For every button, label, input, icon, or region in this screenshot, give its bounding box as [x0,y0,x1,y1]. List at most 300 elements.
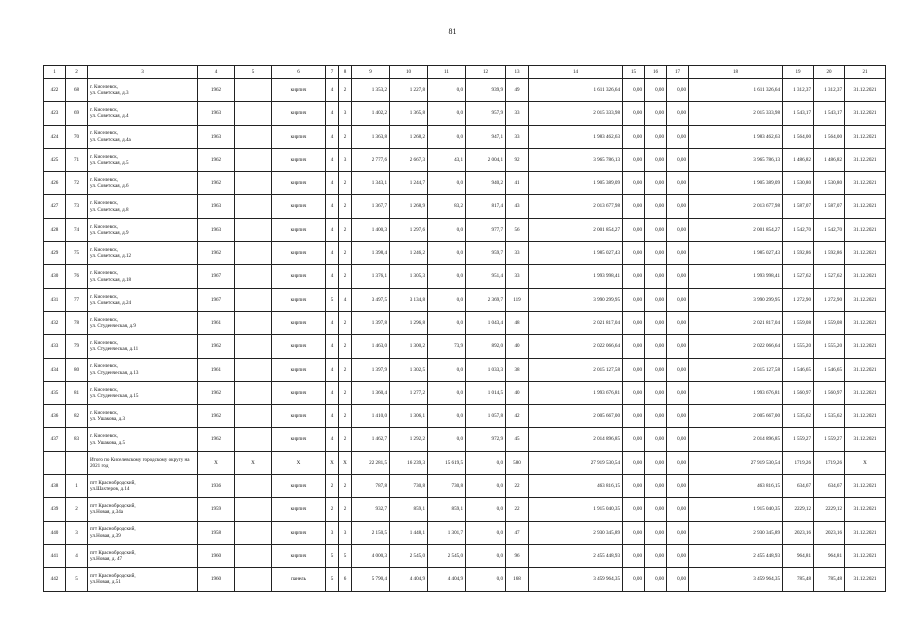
table-cell [235,498,272,521]
table-cell: 1 363,8 [352,125,390,148]
table-cell: 441 [44,544,66,567]
table-cell: 1 915 040,35 [529,498,623,521]
table-cell: г. Киселевск, ул. Советская, д.4 [88,102,198,125]
table-cell: 1962 [198,242,235,265]
table-cell: 96 [506,544,529,567]
table-cell: 2 015 127,58 [689,358,783,381]
table-cell: 71 [66,148,88,171]
table-cell [235,544,272,567]
table-cell: 3 [326,521,339,544]
table-cell: 4 [326,125,339,148]
column-number: 3 [88,66,198,79]
table-cell: 0,00 [667,79,689,102]
table-cell: 0,00 [667,544,689,567]
table-cell: 0,00 [623,568,645,591]
table-cell: 1 268,2 [390,125,428,148]
table-cell: 92 [506,148,529,171]
table-cell: 2 021 817,04 [529,311,623,334]
table-cell: 0,0 [428,358,466,381]
table-cell: 2 [339,475,352,498]
table-cell: 1963 [198,218,235,241]
table-cell: 1 555,20 [814,335,845,358]
table-cell: 0,0 [428,172,466,195]
table-cell: 634,67 [783,475,814,498]
table-cell: 68 [66,79,88,102]
table-cell: кирпич [272,125,326,148]
table-cell: 1 277,2 [390,381,428,404]
table-cell: 0,00 [623,195,645,218]
table-cell: кирпич [272,544,326,567]
table-cell: 1962 [198,405,235,428]
table-cell: 0,00 [623,242,645,265]
table-cell: Итого по Киселевскому городскому округу на 2021 год [88,451,198,474]
table-cell: 4 [326,405,339,428]
table-cell: 0,0 [428,381,466,404]
table-cell: 1959 [198,498,235,521]
table-cell: 2 [339,265,352,288]
table-cell: 4 [326,358,339,381]
table-cell: 3 965 786,13 [689,148,783,171]
table-cell: 892,0 [466,335,506,358]
table-cell: 2 004,1 [466,148,506,171]
table-cell: кирпич [272,172,326,195]
table-cell: г. Киселевск, ул. Советская, д.5 [88,148,198,171]
table-cell: 0,00 [667,405,689,428]
table-cell: 434 [44,358,66,381]
table-cell: 1 343,1 [352,172,390,195]
table-cell: 31.12.2021 [845,381,886,404]
table-row [44,79,886,102]
table-cell: 1962 [198,148,235,171]
table-cell: пгт Краснобродский, ул.Новая, д.39 [88,521,198,544]
table-cell: 4 [326,428,339,451]
table-cell: 972,9 [466,428,506,451]
table-cell [44,451,66,474]
table-cell: 0,00 [667,125,689,148]
table-cell: 76 [66,265,88,288]
column-number-row [44,66,886,79]
table-cell: 119 [506,288,529,311]
table-cell: 1 559,08 [783,311,814,334]
table-cell: 430 [44,265,66,288]
table-row [44,218,886,241]
table-cell: 1 292,2 [390,428,428,451]
column-number: 1 [44,66,66,79]
table-cell: панель [272,568,326,591]
table-cell: 0,00 [667,265,689,288]
table-row [44,544,886,567]
table-cell: 0,00 [645,451,667,474]
table-cell: 423 [44,102,66,125]
table-cell: 0,00 [667,335,689,358]
column-number: 21 [845,66,886,79]
table-cell: кирпич [272,79,326,102]
table-cell: 1 376,1 [352,265,390,288]
table-cell: 947,1 [466,125,506,148]
table-cell: X [235,451,272,474]
table-cell: кирпич [272,311,326,334]
table-cell: 73,9 [428,335,466,358]
table-cell: 1 365,8 [390,102,428,125]
table-cell: 1 486,82 [814,148,845,171]
table-cell: 2 [339,125,352,148]
table-cell: 0,00 [623,475,645,498]
table-cell: 27 919 530,54 [689,451,783,474]
table-cell: 1 272,90 [783,288,814,311]
table-cell [235,405,272,428]
table-cell: 22 [506,498,529,521]
table-cell: 0,00 [623,218,645,241]
table-cell: 2 022 066,64 [689,335,783,358]
column-number: 9 [352,66,390,79]
table-cell: 0,00 [645,218,667,241]
table-cell: 1 985 027,43 [689,242,783,265]
table-cell: 3 [339,102,352,125]
table-cell: 4 [326,381,339,404]
table-cell [235,148,272,171]
table-cell: 0,00 [667,475,689,498]
table-row [44,335,886,358]
table-cell: 2 545,0 [428,544,466,567]
table-cell: 440 [44,521,66,544]
table-cell [235,242,272,265]
column-number: 16 [645,66,667,79]
table-cell: 0,0 [466,451,506,474]
table-cell: 1 559,27 [783,428,814,451]
table-cell: 77 [66,288,88,311]
column-number: 2 [66,66,88,79]
table-cell: 1 246,2 [390,242,428,265]
table-cell: 5 [326,568,339,591]
table-cell: кирпич [272,475,326,498]
table-cell: 40 [506,381,529,404]
table-cell: 1958 [198,521,235,544]
table-cell: 2229,12 [783,498,814,521]
table-cell: 1 268,9 [390,195,428,218]
table-cell: 1 301,7 [428,521,466,544]
table-cell: 1 546,65 [783,358,814,381]
table-cell: 1 486,82 [783,148,814,171]
table-cell [235,265,272,288]
table-cell: 5 [326,544,339,567]
table-cell [66,451,88,474]
table-cell: 31.12.2021 [845,475,886,498]
table-cell: 1 587,07 [783,195,814,218]
table-cell: 1 915 040,35 [689,498,783,521]
table-cell: кирпич [272,102,326,125]
table-cell [235,102,272,125]
table-cell: 0,00 [623,335,645,358]
table-cell: 3 [339,148,352,171]
table-cell: 0,00 [645,195,667,218]
table-cell: 33 [506,242,529,265]
table-cell [235,381,272,404]
table-cell: 0,00 [623,288,645,311]
table-cell: 426 [44,172,66,195]
table-cell: 1 398,4 [352,242,390,265]
column-number: 19 [783,66,814,79]
table-cell: 0,00 [645,148,667,171]
table-row [44,428,886,451]
table-cell: 1 983 462,63 [529,125,623,148]
table-cell: 0,00 [623,451,645,474]
table-cell: 0,0 [466,568,506,591]
column-number: 17 [667,66,689,79]
table-cell: 1962 [198,335,235,358]
table-cell: 1 360,4 [352,381,390,404]
table-cell: 1 400,3 [352,218,390,241]
table-cell: 1 397,9 [352,358,390,381]
table-cell: 0,00 [623,125,645,148]
table-cell: г. Киселевск, ул. Советская, д.24 [88,288,198,311]
table-cell: 0,00 [667,358,689,381]
table-cell: 0,00 [623,148,645,171]
table-cell: 2 [339,381,352,404]
table-cell: кирпич [272,428,326,451]
table-cell: 940,2 [466,172,506,195]
table-cell: 1 985 027,43 [529,242,623,265]
table-cell: 1 312,37 [783,79,814,102]
column-number: 15 [623,66,645,79]
table-cell: 73 [66,195,88,218]
table-cell: 0,00 [645,335,667,358]
table-cell: 1 611 326,64 [529,79,623,102]
table-cell: 1 542,70 [814,218,845,241]
table-cell: 47 [506,521,529,544]
table-cell: 83 [66,428,88,451]
table-cell: 3 [339,521,352,544]
table-cell [235,195,272,218]
table-cell: 0,00 [645,125,667,148]
table-cell: 1 527,62 [783,265,814,288]
table-cell: 1 611 326,64 [689,79,783,102]
table-cell: 436 [44,405,66,428]
table-cell: кирпич [272,381,326,404]
table-cell: 4 [326,242,339,265]
table-cell: 27 919 530,54 [529,451,623,474]
table-cell: кирпич [272,218,326,241]
table-cell: кирпич [272,358,326,381]
table-cell: 4 [326,195,339,218]
table-cell: 0,00 [645,358,667,381]
table-cell: 438 [44,475,66,498]
table-cell: 0,0 [428,102,466,125]
table-cell: 1 559,27 [814,428,845,451]
table-cell: 951,4 [466,265,506,288]
table-cell: г. Киселевск, ул. Советская, д.12 [88,242,198,265]
table-cell: 2 [339,335,352,358]
table-cell: 0,00 [623,102,645,125]
table-cell [235,521,272,544]
table-cell: 0,00 [645,242,667,265]
table-row [44,521,886,544]
table-cell: 31.12.2021 [845,568,886,591]
table-cell: 83,2 [428,195,466,218]
table-cell: 2 [326,475,339,498]
table-cell: 31.12.2021 [845,358,886,381]
table-cell: 2 [66,498,88,521]
table-cell: 0,00 [667,288,689,311]
table-cell: 0,00 [645,311,667,334]
table-cell: 4 [326,148,339,171]
table-cell: г. Киселевск, ул. Советская, д.6 [88,172,198,195]
table-cell: 56 [506,218,529,241]
column-number: 18 [689,66,783,79]
table-cell: 0,00 [645,102,667,125]
table-cell: кирпич [272,242,326,265]
table-cell: 1 535,62 [814,405,845,428]
table-cell: 1 559,08 [814,311,845,334]
table-cell: 2 013 677,98 [529,195,623,218]
table-cell: 0,0 [428,125,466,148]
table-cell: 16 239,3 [390,451,428,474]
table-cell: 1960 [198,544,235,567]
table-cell: 31.12.2021 [845,242,886,265]
table-cell: 0,00 [645,498,667,521]
table-cell: 2 015 127,58 [529,358,623,381]
table-cell: 1 043,4 [466,311,506,334]
table-cell: 2229,12 [814,498,845,521]
table-cell: 1962 [198,172,235,195]
table-cell: 0,00 [667,218,689,241]
table-cell: 0,0 [428,242,466,265]
table-cell: 1719,26 [814,451,845,474]
subtotal-row [44,451,886,474]
column-number: 10 [390,66,428,79]
table-cell: кирпич [272,405,326,428]
table-cell: 1967 [198,288,235,311]
table-cell: 425 [44,148,66,171]
table-cell: 1 592,86 [814,242,845,265]
table-cell: 1 564,00 [783,125,814,148]
table-cell: 42 [506,405,529,428]
table-cell: 168 [506,568,529,591]
table-cell: 4 [326,265,339,288]
table-cell: 80 [66,358,88,381]
table-cell: 2023,16 [783,521,814,544]
table-cell: 2 930 345,89 [689,521,783,544]
table-cell: 1 306,1 [390,405,428,428]
table-cell: 1 297,6 [390,218,428,241]
table-cell: 31.12.2021 [845,498,886,521]
table-cell: 0,0 [428,311,466,334]
table-cell: 0,00 [667,242,689,265]
table-cell: 432 [44,311,66,334]
table-cell: 4 [326,335,339,358]
table-cell: 0,0 [428,79,466,102]
table-cell: 31.12.2021 [845,311,886,334]
table-cell: 2 014 896,85 [529,428,623,451]
table-cell: 1 402,2 [352,102,390,125]
table-cell: г. Киселевск, ул. Ушакова, д.5 [88,428,198,451]
table-cell: 74 [66,218,88,241]
table-row [44,405,886,428]
table-cell: 1 296,8 [390,311,428,334]
table-cell: 435 [44,381,66,404]
table-cell: X [272,451,326,474]
table-cell: 3 459 964,35 [529,568,623,591]
table-cell: 1 592,86 [783,242,814,265]
table-cell [235,311,272,334]
table-cell: 0,00 [645,265,667,288]
table-row [44,288,886,311]
column-number: 5 [235,66,272,79]
table-cell [235,568,272,591]
table-cell [235,288,272,311]
table-cell: 0,00 [623,428,645,451]
table-cell: 2 001 854,27 [689,218,783,241]
table-cell: 0,00 [623,381,645,404]
table-cell: 957,9 [466,102,506,125]
table-cell: 0,00 [667,381,689,404]
table-cell: г. Киселевск, ул. Студенческая, д.11 [88,335,198,358]
table-cell: 1 014,5 [466,381,506,404]
table-cell: 3 497,5 [352,288,390,311]
table-cell: 0,00 [645,428,667,451]
table-cell: 22 [506,475,529,498]
table-cell: 439 [44,498,66,521]
table-cell: 0,0 [428,218,466,241]
table-cell: 1 527,62 [814,265,845,288]
table-cell: 422 [44,79,66,102]
table-cell: 787,8 [352,475,390,498]
table-cell: пгт Краснобродский, ул.Шахтеров, д.14 [88,475,198,498]
table-cell: 428 [44,218,66,241]
table-cell: 1961 [198,311,235,334]
table-cell: 4 000,3 [352,544,390,567]
table-cell: г. Киселевск, ул. Студенческая, д.9 [88,311,198,334]
table-cell: 0,00 [667,568,689,591]
table-cell: 2 021 817,04 [689,311,783,334]
table-cell: 1 546,65 [814,358,845,381]
table-cell: г. Киселевск, ул. Студенческая, д.15 [88,381,198,404]
table-cell: 3 459 964,35 [689,568,783,591]
table-cell: пгт Краснобродский, ул.Новая, д. 47 [88,544,198,567]
table-cell: 0,0 [466,521,506,544]
table-cell: 33 [506,125,529,148]
table-cell: 4 [326,218,339,241]
table-cell: кирпич [272,195,326,218]
table-cell: 81 [66,381,88,404]
table-cell: 0,00 [645,381,667,404]
table-row [44,195,886,218]
table-cell: г. Киселевск, ул. Советская, д.18 [88,265,198,288]
table-cell: 2 369,7 [466,288,506,311]
table-cell: 2 005 667,00 [529,405,623,428]
table-cell: 964,81 [783,544,814,567]
table-row [44,358,886,381]
table-cell: г. Киселевск, ул. Советская, д.8 [88,195,198,218]
table-cell [235,358,272,381]
table-cell: 1 244,7 [390,172,428,195]
table-cell: 2 [339,172,352,195]
table-cell: 1 530,80 [814,172,845,195]
table-cell: 0,0 [466,498,506,521]
table-cell: 463 816,15 [529,475,623,498]
table-cell: 1 305,3 [390,265,428,288]
table-cell: 0,00 [623,265,645,288]
table-cell: кирпич [272,521,326,544]
table-cell: 0,0 [428,288,466,311]
table-cell: 4 [326,172,339,195]
table-cell: 4 [326,102,339,125]
table-cell: 79 [66,335,88,358]
table-cell: 6 [339,568,352,591]
table-cell: 2 005 667,00 [689,405,783,428]
table-cell: 31.12.2021 [845,521,886,544]
table-cell [235,172,272,195]
table-cell: 1 543,17 [814,102,845,125]
